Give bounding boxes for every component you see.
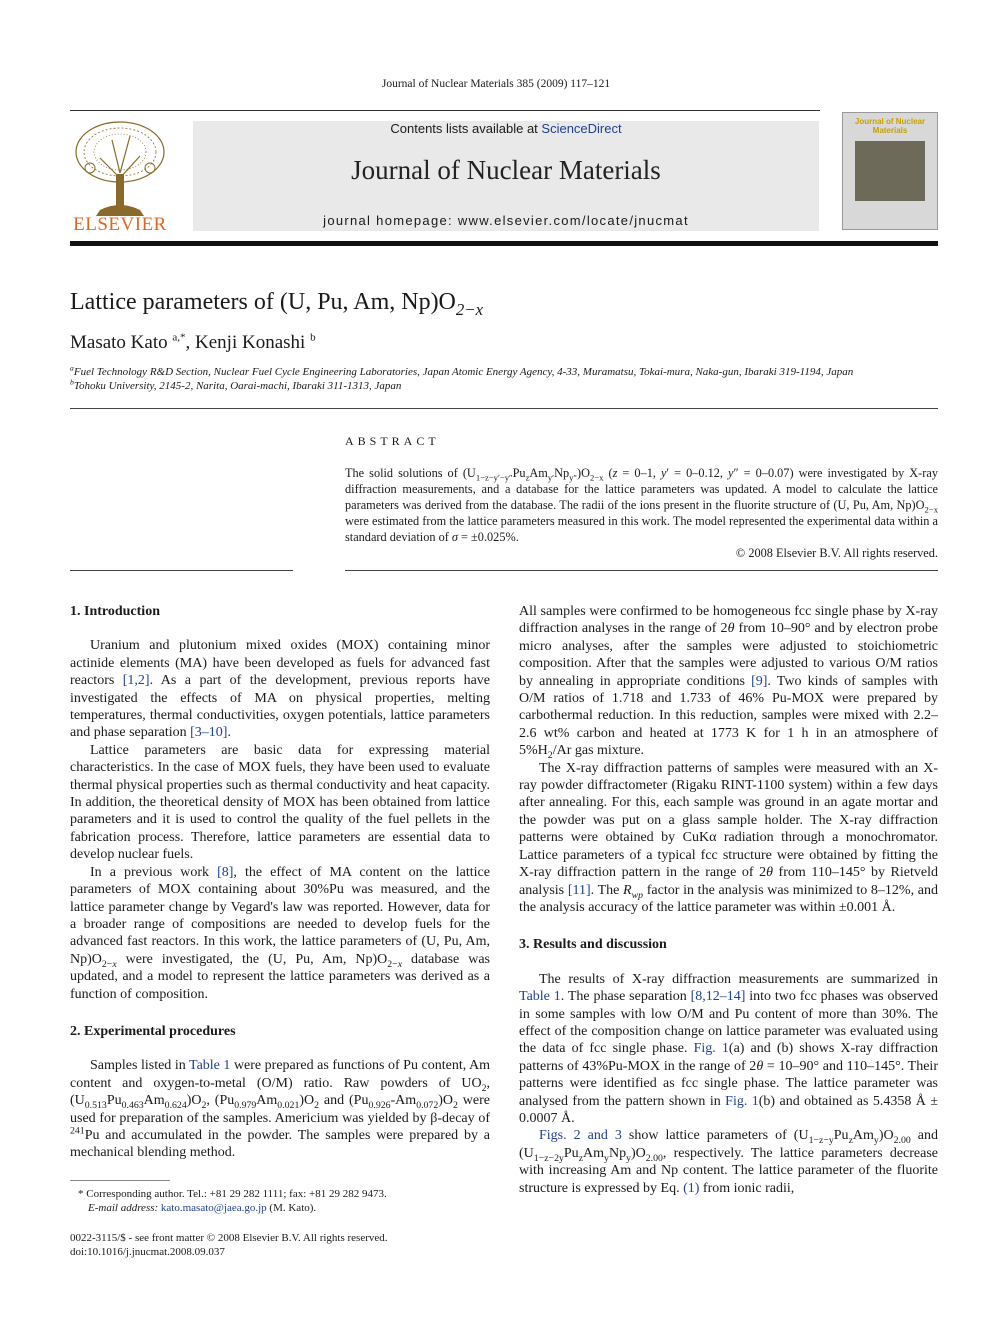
contents-prefix: Contents lists available at	[390, 121, 542, 136]
paragraph: Lattice parameters are basic data for expressing material characteristics. In the case of MOX fuels, they have been used to evaluate thermal physical properties such as thermal conductivity and heat capacity. In addition, the theoretical density of MOX has been obtained from lattice parameters and it is used to control the quality of the fuel pellets in the fabrication process. Therefore, lattice parameters are essential data to develop nuclear fuels.	[70, 742, 490, 863]
abstract-heading: ABSTRACT	[345, 434, 440, 448]
affiliation-text: Tohoku University, 2145-2, Narita, Oarai-machi, Ibaraki 311-1313, Japan	[73, 380, 402, 392]
figure-link[interactable]: Fig. 1	[725, 1093, 759, 1109]
right-column	[519, 603, 938, 1197]
affiliation	[70, 377, 402, 392]
paragraph: The results of X-ray diffraction measurements are summarized in Table 1. The phase separation [8,12–14] into two fcc phases was observed in some samples with low O/M and Pu content of more than 30%. The effect of the composition change on lattice parameter was evaluated using the data of fcc single phase. Fig. 1(a) and (b) shows X-ray diffraction patterns of 43%Pu-MOX in the range of 2θ = 10–90° and 110–145°. Their patterns were identified as fcc single phase. The lattice parameter was analysed from the pattern shown in Fig. 1(b) and obtained as 5.4358 Å ± 0.0007 Å.	[519, 971, 938, 1126]
article-title	[70, 289, 484, 319]
citation-link[interactable]: [11]	[567, 882, 591, 898]
paragraph: Figs. 2 and 3 show lattice parameters of $(U_{1-z-y}Pu_zAm_y)O_{2.00}$ and $(U_{1-z-2y}Pu_zAm_yNp_y)O_{2.00}$, respectively. The lattice parameters decrease with increasing Am and Np content. The lattice parameter of the fluorite structure is expressed by Eq. (1) from ionic radii,	[519, 1128, 938, 1196]
publication-info	[70, 1231, 490, 1259]
affiliation	[70, 363, 854, 378]
section-heading: 2. Experimental procedures	[70, 1023, 236, 1039]
running-head: Journal of Nuclear Materials 385 (2009) 117–121	[381, 78, 611, 90]
footnotes	[78, 1187, 498, 1215]
author-name: Masato Kato	[70, 332, 168, 353]
cover-title: Journal of Nuclear Materials	[854, 117, 926, 135]
paragraph: All samples were confirmed to be homogeneous fcc single phase by X-ray diffraction analyses in the range of 2θ from 10–90° and by electron probe micro analyses, after the samples were adjusted to stoichiometric composition. After that the samples were adjusted to various O/M ratios by annealing in appropriate conditions [9]. Two kinds of samples with O/M ratios of 1.718 and 1.733 of 46% Pu-MOX were prepared by carbothermal reduction. In this reduction, samples were mixed with 2.2–2.6 wt% carbon and heated at 1773 K for 1 h in an atmosphere of $5\%H_2/Ar$ gas mixture.	[519, 604, 938, 762]
elsevier-logo	[70, 118, 170, 234]
citation-link[interactable]: [3–10]	[190, 725, 228, 741]
section-heading: 1. Introduction	[70, 604, 160, 619]
header-rule	[70, 110, 820, 111]
paragraph: The X-ray diffraction patterns of samples were measured with an X-ray powder diffractometer (Rigaku RINT-1100 system) within a few days after annealing. For this, each sample was ground in an agate mortar and the powder was put on a glass sample holder. The X-ray diffraction patterns were obtained by CuKα radiation through a monochromator. Lattice parameters of a typical fcc structure were obtained by fitting the X-ray diffraction pattern in the range of 2θ from 110–145° by Rietveld analysis [11]. The $R_{wp}$ factor in the analysis was minimized to 8–12%, and the analysis accuracy of the lattice parameter was within ±0.001 Å.	[519, 760, 939, 915]
abstract-body: The solid solutions of $(U_{1-z-y'-y''}Pu_zAm_{y'}Np_{y''})O_{2-x}$ (z = 0–1, y′ = 0–0.12, y″ = 0–0.07) were investigated by X-ray diffraction measurements, and a database for the lattice parameters was updated. A model to calculate the lattice parameters was derived from the database. The radii of the ions present in the fluorite structure of (U, Pu, Am, $Np)O_{2-x}$ were estimated from the lattice parameters measured in this work. The model represented the experimental data within a standard deviation of σ = ±0.025%. © 2008 Elsevier B.V. All rights reserved.	[345, 466, 938, 560]
article-title-subscript: 2−x	[455, 299, 484, 319]
citation-link[interactable]: [1,2]	[122, 673, 150, 689]
paragraph: Samples listed in Table 1 were prepared as functions of Pu content, Am content and oxygen-to-metal (O/M) ratio. Raw powders of $UO_2$, $(U_{0.513}Pu_{0.463}Am_{0.624})O_2$, $(Pu_{0.979}Am_{0.021})O_2$ and $(Pu_{0.926}-Am_{0.072})O_2$ were used for preparation of the samples. Americium was yielded by β-decay of $^{241}$Pu and accumulated in the powder. The samples were prepared by a mechanical blending method.	[70, 1058, 491, 1161]
footnote-rule	[70, 1180, 170, 1181]
section-heading: 3. Results and discussion	[519, 937, 667, 953]
author-name: Kenji Konashi	[195, 332, 306, 353]
table-link[interactable]: Table 1	[519, 989, 561, 1005]
journal-homepage[interactable]: journal homepage: www.elsevier.com/locate/jnucmat	[323, 213, 689, 228]
author-affiliation-mark[interactable]: a,*	[172, 331, 186, 344]
figure-link[interactable]: Fig. 1	[693, 1041, 729, 1057]
author-affiliation-mark[interactable]: b	[310, 331, 316, 344]
left-column	[70, 603, 490, 1162]
email-label: E-mail address:	[88, 1202, 159, 1214]
cover-image	[855, 141, 925, 201]
affiliation-text: Fuel Technology R&D Section, Nuclear Fuel Cycle Engineering Laboratories, Japan Atomic Energy Agency, 4-33, Muramatsu, Tokai-mura, Naka-gun, Ibaraki 319-1194, Japan	[73, 366, 854, 378]
abstract-rule-right	[345, 570, 938, 571]
copyright-notice: © 2008 Elsevier B.V. All rights reserved.	[735, 546, 938, 560]
header-thick-rule	[70, 241, 938, 246]
paragraph: Uranium and plutonium mixed oxides (MOX) containing minor actinide elements (MA) have been developed as fuels for advanced fast reactors [1,2]. As a part of the development, previous reports have investigated the effects of MA on physical properties, melting temperatures, thermal conductivities, oxygen potentials, lattice parameters and phase separation [3–10].	[70, 638, 491, 741]
corresponding-author-note: * Corresponding author. Tel.: +81 29 282 1111; fax: +81 29 282 9473.	[78, 1188, 387, 1200]
email-note	[78, 1201, 498, 1215]
email-link[interactable]: kato.masato@jaea.go.jp	[160, 1202, 267, 1214]
sciencedirect-link[interactable]: ScienceDirect	[541, 121, 622, 136]
citation-link[interactable]: [8]	[217, 864, 234, 880]
journal-title: Journal of Nuclear Materials	[351, 155, 661, 185]
issn-line: 0022-3115/$ - see front matter © 2008 Elsevier B.V. All rights reserved.	[70, 1232, 388, 1244]
paragraph: In a previous work [8], the effect of MA content on the lattice parameters of MOX containing about 30%Pu was measured, and the lattice parameter change by Vegard's law was reported. However, data for a broader range of compositions are needed to develop fuels for the advanced fast reactors. In this work, the lattice parameters of (U, Pu, Am, $Np)O_{2-x}$ were investigated, the (U, Pu, Am, $Np)O_{2-x}$ database was updated, and a model to represent the lattice parameters was derived as a function of composition.	[70, 864, 490, 1002]
email-suffix: (M. Kato).	[269, 1202, 317, 1214]
elsevier-wordmark: ELSEVIER	[73, 214, 167, 235]
table-link[interactable]: Table 1	[189, 1058, 231, 1074]
journal-cover	[842, 112, 938, 230]
citation-link[interactable]: [9]	[751, 673, 768, 689]
equation-link[interactable]: (1)	[683, 1180, 700, 1196]
affiliation-mark: a	[70, 363, 74, 373]
affiliation-rule	[70, 408, 938, 409]
author-list: Masato Kato $^{a,*}$, Kenji Konashi $^b$	[70, 331, 316, 353]
figure-link[interactable]: Figs. 2 and 3	[539, 1128, 622, 1144]
article-title-text: Lattice parameters of (U, Pu, Am, Np)O	[70, 289, 456, 315]
contents-line	[193, 121, 819, 136]
abstract-rule-left	[70, 570, 293, 571]
doi-line[interactable]: doi:10.1016/j.jnucmat.2008.09.037	[70, 1246, 225, 1258]
citation-link[interactable]: [8,12–14]	[690, 989, 746, 1005]
affiliation-mark: b	[70, 377, 74, 387]
